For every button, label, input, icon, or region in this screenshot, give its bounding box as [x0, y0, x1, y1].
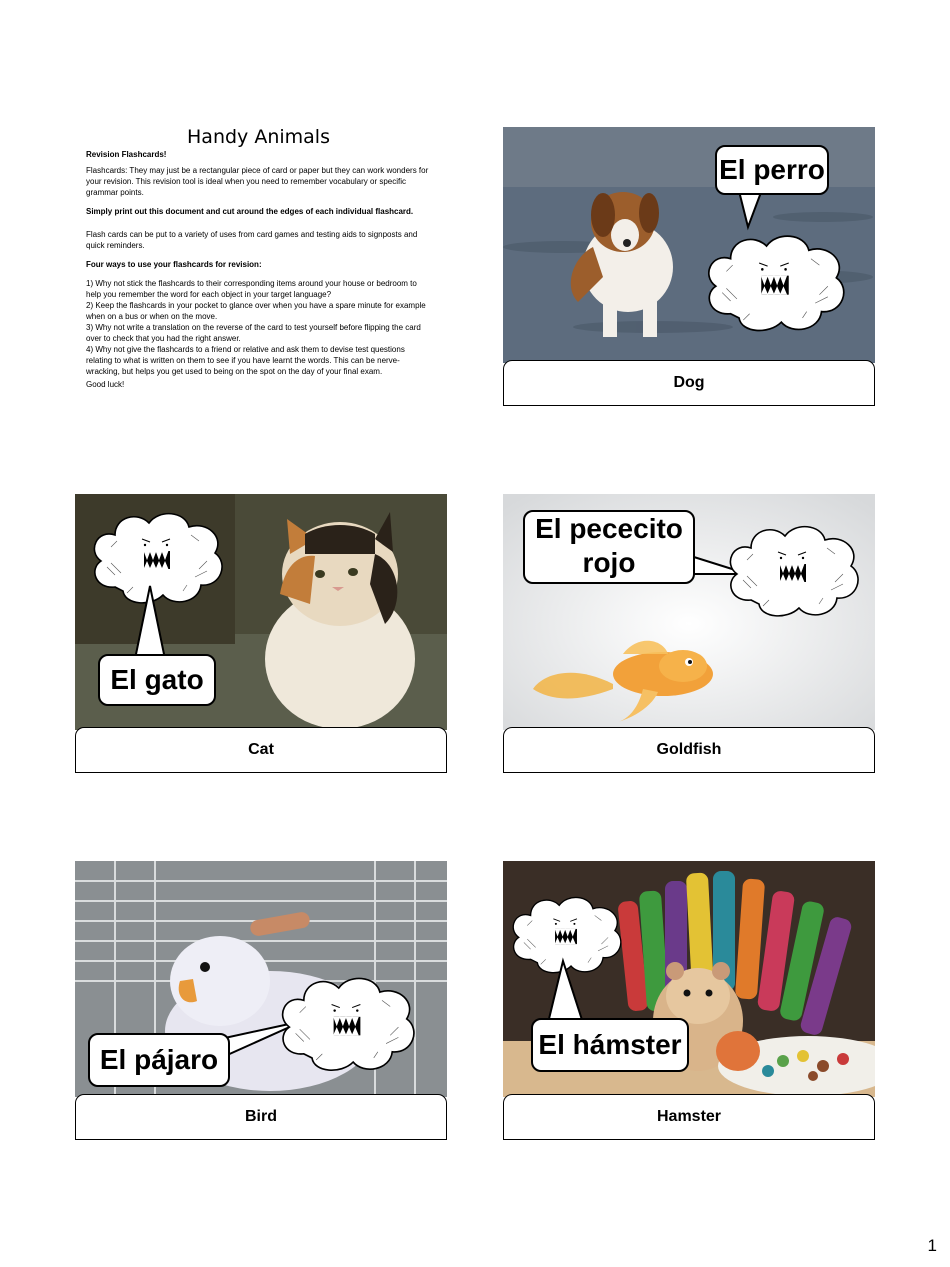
english-label: Bird	[75, 1094, 447, 1140]
tip-item: 3) Why not write a translation on the reverse of the card to test yourself before flipping the card over to check that you had the right answer.	[86, 323, 421, 343]
english-label: Dog	[503, 360, 875, 406]
dog-photo	[503, 127, 875, 363]
flashcard-hamster	[503, 861, 875, 1140]
spanish-line: rojo	[582, 547, 636, 578]
spanish-speech-bubble: El hámster	[531, 1018, 689, 1072]
tip-item: 2) Keep the flashcards in your pocket to glance over when you have a spare minute for example when on a bus or when on the move.	[86, 301, 426, 321]
hamster-photo	[503, 861, 875, 1097]
tips-heading: Four ways to use your flashcards for revision:	[86, 260, 262, 269]
tips-list	[86, 278, 431, 377]
spanish-speech-bubble	[523, 510, 695, 584]
intro-paragraph: Flash cards can be put to a variety of uses from card games and testing aids to signposts and quick reminders.	[86, 230, 418, 250]
cat-photo	[75, 494, 447, 730]
tip-item: 4) Why not give the flashcards to a friend or relative and ask them to devise test questions relating to what is written on them to see if you have learnt the words. This can be nerve-wracking, but helps you get used to being on the spot on the day of your final exam.	[86, 345, 405, 376]
spanish-speech-bubble: El gato	[98, 654, 216, 706]
spanish-line: El pececito	[535, 513, 683, 544]
spanish-speech-bubble: El perro	[715, 145, 829, 195]
intro-text	[86, 126, 431, 390]
intro-subtitle: Revision Flashcards!	[86, 150, 167, 159]
english-label: Goldfish	[503, 727, 875, 773]
intro-instruction: Simply print out this document and cut around the edges of each individual flashcard.	[86, 207, 414, 216]
page-number: 1	[927, 1236, 937, 1255]
flashcard-bird	[75, 861, 447, 1140]
tip-item: 1) Why not stick the flashcards to their corresponding items around your house or bedroom to help you remember the word for each object in your target language?	[86, 279, 417, 299]
english-label: Hamster	[503, 1094, 875, 1140]
flashcard-cat	[75, 494, 447, 773]
english-label: Cat	[75, 727, 447, 773]
good-luck-text: Good luck!	[86, 380, 125, 389]
goldfish-photo	[503, 494, 875, 730]
flashcard-goldfish	[503, 494, 875, 773]
flashcard-dog	[503, 127, 875, 406]
page-title: Handy Animals	[187, 126, 330, 148]
spanish-speech-bubble: El pájaro	[88, 1033, 230, 1087]
bird-photo	[75, 861, 447, 1097]
intro-paragraph: Flashcards: They may just be a rectangular piece of card or paper but they can work wonders for your revision. This revision tool is ideal when you need to remember vocabulary or specific grammar points.	[86, 166, 429, 197]
